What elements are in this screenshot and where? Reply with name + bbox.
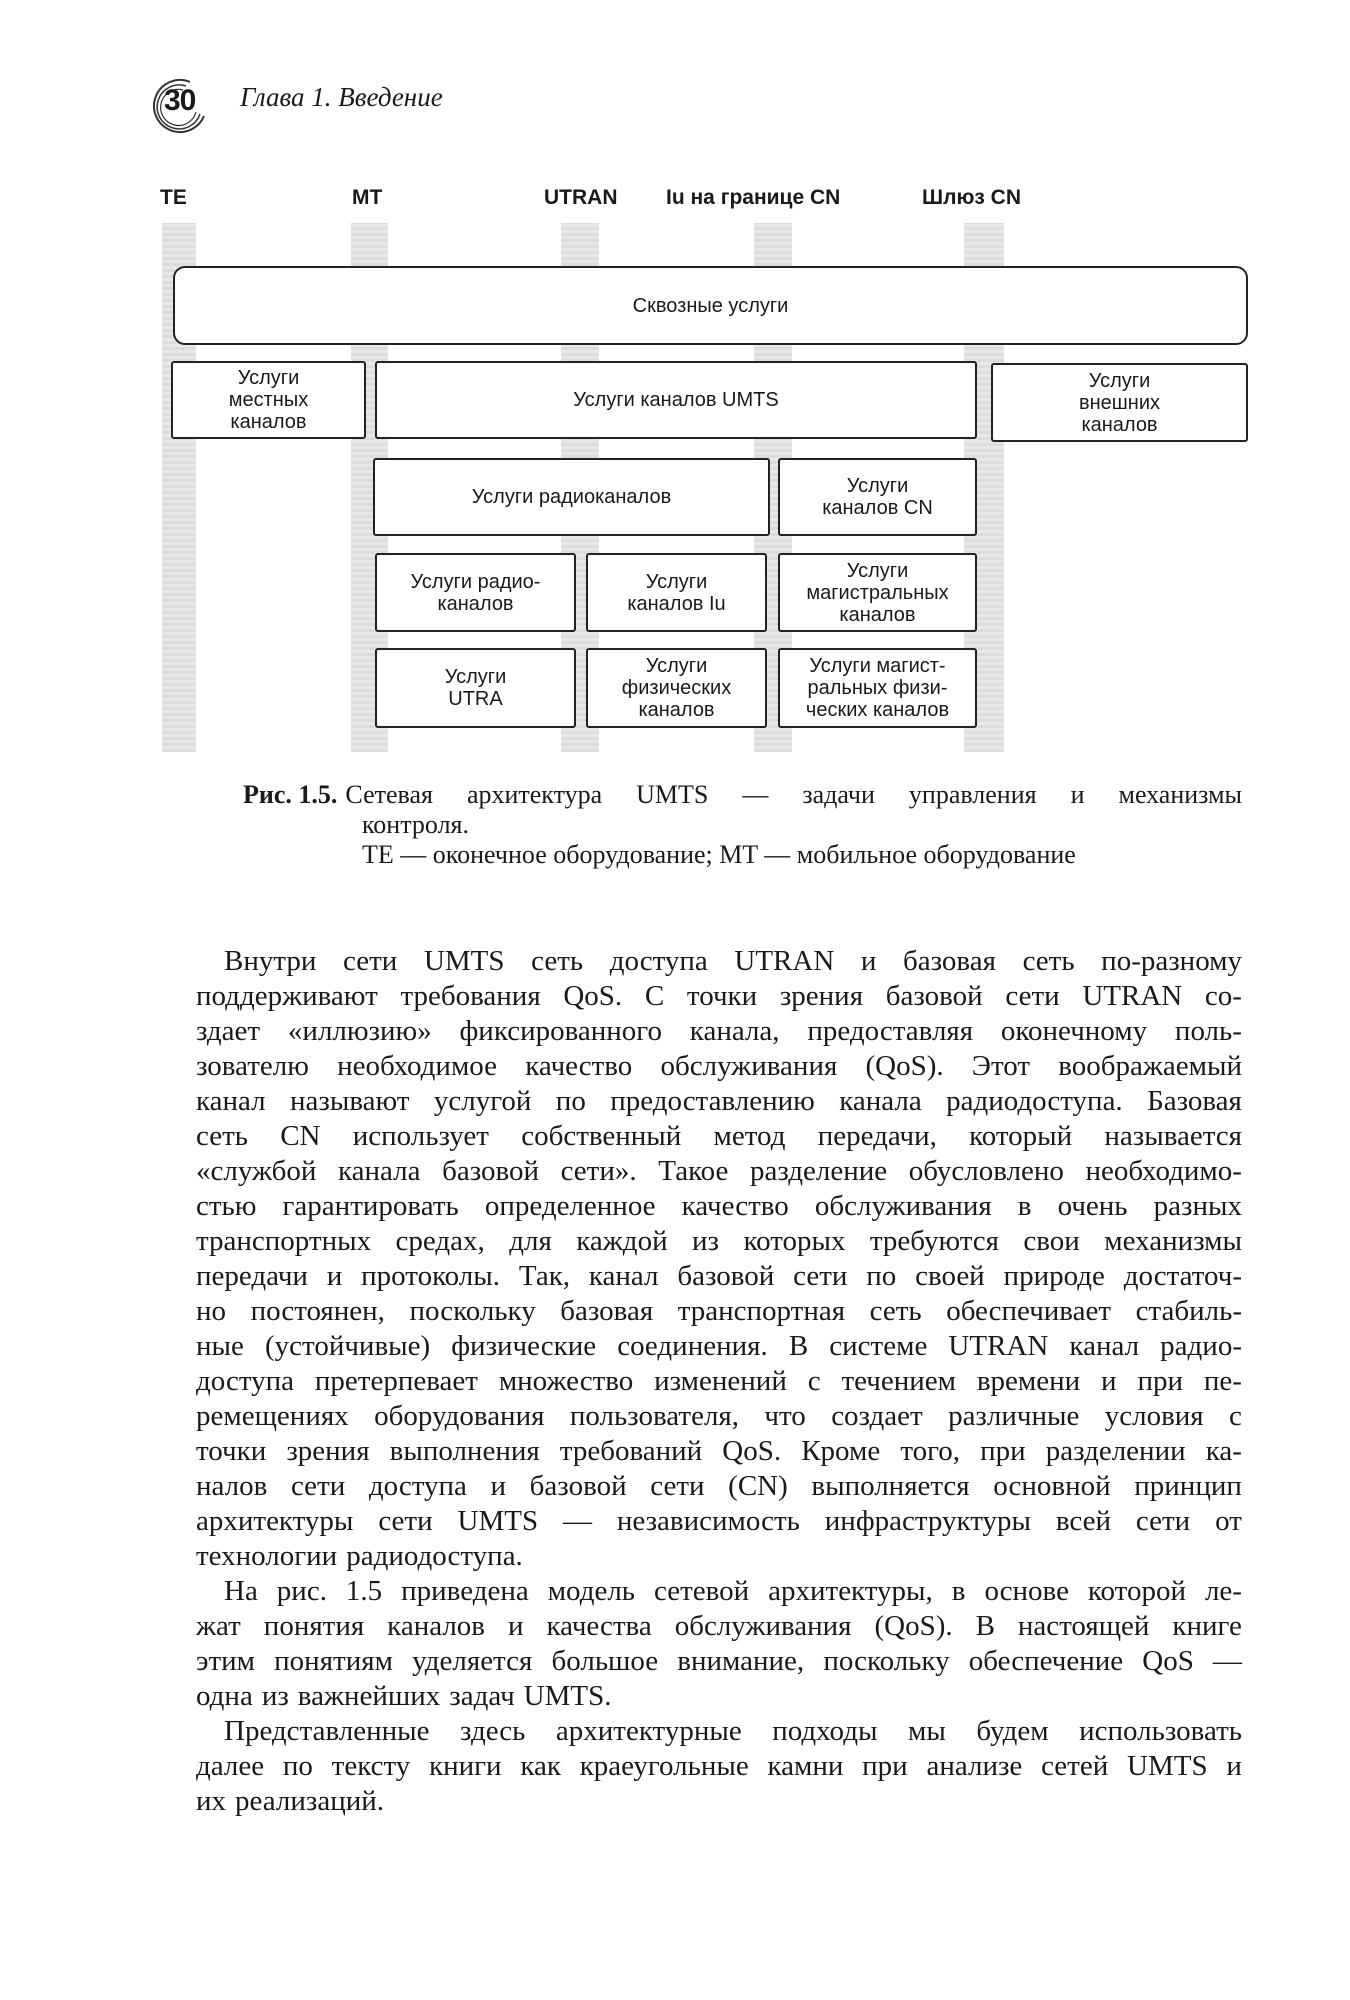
word: называется bbox=[1104, 1120, 1242, 1152]
word: фиксированного bbox=[459, 1015, 662, 1047]
word: радио- bbox=[1160, 1330, 1242, 1362]
word: базовой bbox=[885, 980, 983, 1012]
word: сети bbox=[793, 1260, 848, 1292]
word: ле- bbox=[1204, 1575, 1242, 1607]
word: независимость bbox=[616, 1505, 800, 1537]
word: реализаций. bbox=[235, 1785, 385, 1817]
box-physical-bearer: Услуги физических каналов bbox=[586, 648, 767, 728]
body-line bbox=[196, 1399, 1242, 1434]
box-cn-bearer: Услуги каналов CN bbox=[778, 458, 977, 536]
body-line bbox=[196, 1469, 1242, 1504]
word: оборудования bbox=[374, 1400, 545, 1432]
word: Представленные bbox=[224, 1715, 430, 1747]
word: (QoS). bbox=[865, 1050, 944, 1082]
word: как bbox=[520, 1750, 561, 1782]
word: налов bbox=[196, 1470, 268, 1502]
word: механизмы bbox=[1104, 1225, 1242, 1257]
word: соединения. bbox=[617, 1330, 768, 1362]
word: внимание, bbox=[677, 1645, 805, 1677]
box-umts-bearer: Услуги каналов UMTS bbox=[375, 361, 977, 439]
word: — bbox=[562, 1505, 592, 1537]
word: по-разному bbox=[1101, 945, 1242, 977]
word: книги bbox=[429, 1750, 502, 1782]
word: поскольку bbox=[823, 1645, 950, 1677]
word: достаточ- bbox=[1123, 1260, 1242, 1292]
word: приведена bbox=[401, 1575, 529, 1607]
word: предоставляя bbox=[807, 1015, 974, 1047]
word: свои bbox=[1023, 1225, 1080, 1257]
word: использовать bbox=[1079, 1715, 1242, 1747]
word: канал bbox=[1069, 1330, 1140, 1362]
box-radio-access-bearer: Услуги радиоканалов bbox=[373, 458, 770, 536]
word: зрения bbox=[286, 1435, 370, 1467]
word: ка- bbox=[1205, 1435, 1242, 1467]
column-label-gateway: Шлюз CN bbox=[922, 186, 1021, 209]
word: анализе bbox=[926, 1750, 1023, 1782]
word: настоящей bbox=[1017, 1610, 1150, 1642]
caption-line-1: Сетевая архитектура UMTS — задачи управления и механизмы bbox=[345, 780, 1242, 809]
word: ные bbox=[196, 1330, 244, 1362]
word: при bbox=[862, 1750, 908, 1782]
word: (CN) bbox=[728, 1470, 788, 1502]
word: природе bbox=[1003, 1260, 1105, 1292]
word: изменений bbox=[654, 1365, 787, 1397]
word: понятия bbox=[263, 1610, 365, 1642]
word: UMTS bbox=[1127, 1750, 1208, 1782]
word: 1.5 bbox=[345, 1575, 383, 1607]
word: тексту bbox=[331, 1750, 411, 1782]
word: Такое bbox=[658, 1155, 729, 1187]
word: и bbox=[507, 1610, 524, 1642]
word: (QoS). bbox=[874, 1610, 953, 1642]
word: обеспечивает bbox=[946, 1295, 1112, 1327]
word: протоколы. bbox=[361, 1260, 501, 1292]
word: одна bbox=[196, 1680, 253, 1712]
word: В bbox=[975, 1610, 995, 1642]
box-backbone-physical-bearer: Услуги магист- ральных физи- ческих каналов bbox=[778, 648, 977, 728]
word: при bbox=[1137, 1365, 1183, 1397]
word: канала, bbox=[689, 1015, 780, 1047]
word: Кроме bbox=[801, 1435, 881, 1467]
word: зователю bbox=[196, 1050, 309, 1082]
word: физические bbox=[451, 1330, 597, 1362]
word: инфраструктуры bbox=[824, 1505, 1031, 1537]
word: будем bbox=[976, 1715, 1049, 1747]
body-line bbox=[196, 944, 1242, 979]
word: сетевой bbox=[654, 1575, 750, 1607]
word: радиодоступа. bbox=[346, 1540, 523, 1572]
word: канал bbox=[196, 1085, 266, 1117]
word: множество bbox=[498, 1365, 634, 1397]
word: обслуживания bbox=[674, 1610, 852, 1642]
body-line bbox=[196, 1644, 1242, 1679]
word: С bbox=[644, 980, 665, 1012]
word: технологии bbox=[196, 1540, 338, 1572]
word: основной bbox=[993, 1470, 1111, 1502]
body-line bbox=[196, 1539, 1242, 1574]
word: течением bbox=[841, 1365, 956, 1397]
body-line bbox=[196, 1084, 1242, 1119]
box-radio-bearer: Услуги радио- каналов bbox=[375, 553, 576, 632]
word: требования bbox=[400, 980, 541, 1012]
word: пе- bbox=[1203, 1365, 1242, 1397]
word: рис. bbox=[276, 1575, 327, 1607]
word: которых bbox=[743, 1225, 846, 1257]
word: с bbox=[807, 1365, 821, 1397]
word: качество bbox=[525, 1050, 633, 1082]
caption-line-2: контроля. bbox=[362, 810, 469, 839]
word: UMTS bbox=[457, 1505, 539, 1537]
word: поскольку bbox=[409, 1295, 536, 1327]
word: UTRAN bbox=[948, 1330, 1049, 1362]
word: из bbox=[692, 1225, 720, 1257]
word: QoS. bbox=[722, 1435, 782, 1467]
word: постоянен, bbox=[250, 1295, 385, 1327]
word: уделяется bbox=[412, 1645, 533, 1677]
word: камни bbox=[767, 1750, 844, 1782]
word: основе bbox=[984, 1575, 1069, 1607]
word: Этот bbox=[971, 1050, 1031, 1082]
word: того, bbox=[900, 1435, 961, 1467]
word: (устойчивые) bbox=[265, 1330, 431, 1362]
word: из bbox=[261, 1680, 289, 1712]
word: сети bbox=[1005, 980, 1060, 1012]
word: их bbox=[196, 1785, 227, 1817]
word: который bbox=[969, 1120, 1073, 1152]
word: базовая bbox=[903, 945, 996, 977]
word: предоставлению bbox=[610, 1085, 815, 1117]
word: доступа bbox=[196, 1365, 295, 1397]
body-line bbox=[196, 1189, 1242, 1224]
box-local-bearer: Услуги местных каналов bbox=[171, 361, 366, 439]
word: называют bbox=[290, 1085, 410, 1117]
figure-caption bbox=[243, 780, 1242, 870]
word: оконечному bbox=[1000, 1015, 1148, 1047]
word: сети bbox=[290, 1470, 346, 1502]
body-line bbox=[196, 1714, 1242, 1749]
word: — bbox=[1213, 1645, 1242, 1677]
box-iu-bearer: Услуги каналов Iu bbox=[586, 553, 767, 632]
word: сетей bbox=[1041, 1750, 1109, 1782]
page-number: 30 bbox=[164, 84, 196, 117]
word: использует bbox=[352, 1120, 489, 1152]
column-label-te: TE bbox=[160, 186, 187, 209]
word: транспортная bbox=[677, 1295, 846, 1327]
column-label-mt: MT bbox=[352, 186, 383, 209]
word: UMTS. bbox=[523, 1680, 612, 1712]
body-line bbox=[196, 1224, 1242, 1259]
body-line bbox=[196, 1049, 1242, 1084]
word: требований bbox=[559, 1435, 703, 1467]
caption-label: Рис. 1.5. bbox=[243, 780, 338, 809]
word: архитектуры, bbox=[768, 1575, 933, 1607]
word: сеть bbox=[531, 945, 584, 977]
word: UTRAN bbox=[734, 945, 835, 977]
box-external-bearer: Услуги внешних каналов bbox=[991, 363, 1248, 442]
word: требуются bbox=[869, 1225, 999, 1257]
word: подходы bbox=[772, 1715, 878, 1747]
word: пользователя, bbox=[569, 1400, 740, 1432]
body-text bbox=[196, 944, 1242, 1819]
word: своей bbox=[915, 1260, 985, 1292]
caption-line-3: TE — оконечное оборудование; MT — мобильное оборудование bbox=[362, 840, 1076, 869]
word: что bbox=[764, 1400, 806, 1432]
word: и bbox=[326, 1260, 343, 1292]
word: разделении bbox=[1045, 1435, 1186, 1467]
word: здесь bbox=[460, 1715, 526, 1747]
word: выполнения bbox=[389, 1435, 540, 1467]
word: претерпевает bbox=[314, 1365, 478, 1397]
word: базовой bbox=[529, 1470, 627, 1502]
body-line bbox=[196, 979, 1242, 1014]
word: книге bbox=[1172, 1610, 1242, 1642]
word: канала bbox=[337, 1155, 421, 1187]
box-utra-service: Услуги UTRA bbox=[375, 648, 576, 728]
word: и bbox=[860, 945, 877, 977]
word: канала bbox=[839, 1085, 922, 1117]
body-line bbox=[196, 1294, 1242, 1329]
word: мы bbox=[907, 1715, 946, 1747]
word: метод bbox=[713, 1120, 786, 1152]
word: стью bbox=[196, 1190, 257, 1222]
word: по bbox=[866, 1260, 897, 1292]
word: и bbox=[1226, 1750, 1242, 1782]
word: QoS bbox=[1142, 1645, 1194, 1677]
word: доступа bbox=[368, 1470, 467, 1502]
box-backbone-bearer: Услуги магистральных каналов bbox=[778, 553, 977, 632]
word: в bbox=[1017, 1190, 1032, 1222]
word: и bbox=[490, 1470, 507, 1502]
word: передачи, bbox=[817, 1120, 937, 1152]
word: всей bbox=[1055, 1505, 1112, 1537]
word: по bbox=[555, 1085, 586, 1117]
word: выполняется bbox=[811, 1470, 970, 1502]
word: разделение bbox=[750, 1155, 888, 1187]
body-line bbox=[196, 1574, 1242, 1609]
chapter-title: Глава 1. Введение bbox=[240, 82, 443, 112]
word: различные bbox=[948, 1400, 1080, 1432]
word: качество bbox=[681, 1190, 789, 1222]
word: сеть bbox=[1022, 945, 1075, 977]
word: базовая bbox=[560, 1295, 654, 1327]
word: разных bbox=[1153, 1190, 1242, 1222]
word: собственный bbox=[521, 1120, 682, 1152]
word: базовой bbox=[677, 1260, 775, 1292]
word: радиодоступа. bbox=[946, 1085, 1123, 1117]
box-end-to-end: Сквозные услуги bbox=[173, 266, 1248, 345]
word: передачи bbox=[196, 1260, 308, 1292]
word: в bbox=[951, 1575, 966, 1607]
word: поль- bbox=[1174, 1015, 1242, 1047]
word: сети». bbox=[560, 1155, 637, 1187]
word: необходимое bbox=[337, 1050, 498, 1082]
word: «службой bbox=[196, 1155, 317, 1187]
word: обеспечение bbox=[968, 1645, 1124, 1677]
word: со- bbox=[1204, 980, 1242, 1012]
word: средах, bbox=[395, 1225, 485, 1257]
word: В bbox=[788, 1330, 809, 1362]
word: далее bbox=[196, 1750, 265, 1782]
word: сети bbox=[378, 1505, 433, 1537]
word: которой bbox=[1087, 1575, 1186, 1607]
word: необходимо- bbox=[1085, 1155, 1242, 1187]
word: очень bbox=[1057, 1190, 1128, 1222]
word: обусловлено bbox=[908, 1155, 1064, 1187]
word: каждой bbox=[576, 1225, 668, 1257]
word: CN bbox=[280, 1120, 321, 1152]
word: доступа bbox=[609, 945, 708, 977]
word: QoS. bbox=[563, 980, 623, 1012]
word: гарантировать bbox=[282, 1190, 459, 1222]
word: сети bbox=[1135, 1505, 1191, 1537]
word: этим bbox=[196, 1645, 255, 1677]
word: услугой bbox=[433, 1085, 532, 1117]
word: транспортных bbox=[196, 1225, 372, 1257]
word: канал bbox=[588, 1260, 659, 1292]
word: Базовая bbox=[1147, 1085, 1242, 1117]
word: точки bbox=[196, 1435, 267, 1467]
word: базовой bbox=[442, 1155, 539, 1187]
word: «иллюзию» bbox=[287, 1015, 432, 1047]
word: Так, bbox=[518, 1260, 571, 1292]
word: модель bbox=[547, 1575, 636, 1607]
word: точки bbox=[686, 980, 758, 1012]
word: UMTS bbox=[423, 945, 505, 977]
word: каналов bbox=[387, 1610, 486, 1642]
word: стабиль- bbox=[1135, 1295, 1242, 1327]
word: здает bbox=[196, 1015, 261, 1047]
body-line bbox=[196, 1504, 1242, 1539]
word: поддерживают bbox=[196, 980, 378, 1012]
word: большое bbox=[551, 1645, 659, 1677]
word: краеугольные bbox=[579, 1750, 749, 1782]
word: при bbox=[980, 1435, 1026, 1467]
word: и bbox=[1101, 1365, 1117, 1397]
word: с bbox=[1229, 1400, 1242, 1432]
word: сети bbox=[650, 1470, 705, 1502]
body-line bbox=[196, 1329, 1242, 1364]
word: зрения bbox=[779, 980, 864, 1012]
word: ремещениях bbox=[196, 1400, 349, 1432]
word: задач bbox=[449, 1680, 515, 1712]
word: по bbox=[282, 1750, 313, 1782]
word: условия bbox=[1104, 1400, 1204, 1432]
column-label-iu: Iu на границе CN bbox=[666, 186, 841, 209]
word: понятиям bbox=[274, 1645, 393, 1677]
body-line bbox=[196, 1259, 1242, 1294]
body-line bbox=[196, 1364, 1242, 1399]
body-line bbox=[196, 1679, 1242, 1714]
word: создает bbox=[831, 1400, 923, 1432]
word: Внутри bbox=[224, 945, 317, 977]
word: архитектуры bbox=[196, 1505, 354, 1537]
word: но bbox=[196, 1295, 227, 1327]
word: архитектурные bbox=[555, 1715, 742, 1747]
word: принцип bbox=[1134, 1470, 1242, 1502]
word: качества bbox=[546, 1610, 652, 1642]
body-line bbox=[196, 1784, 1242, 1819]
word: от bbox=[1215, 1505, 1242, 1537]
body-line bbox=[196, 1434, 1242, 1469]
word: жат bbox=[196, 1610, 241, 1642]
word: времени bbox=[976, 1365, 1081, 1397]
word: обслуживания bbox=[814, 1190, 992, 1222]
word: UTRAN bbox=[1082, 980, 1183, 1012]
body-line bbox=[196, 1749, 1242, 1784]
word: сеть bbox=[869, 1295, 922, 1327]
word: определенное bbox=[484, 1190, 656, 1222]
body-line bbox=[196, 1609, 1242, 1644]
word: обслуживания bbox=[660, 1050, 838, 1082]
page-number-badge bbox=[150, 76, 206, 132]
word: На bbox=[224, 1575, 258, 1607]
body-line bbox=[196, 1154, 1242, 1189]
word: сеть bbox=[196, 1120, 248, 1152]
word: системе bbox=[829, 1330, 928, 1362]
body-line bbox=[196, 1119, 1242, 1154]
word: важнейших bbox=[297, 1680, 441, 1712]
word: для bbox=[509, 1225, 552, 1257]
word: сети bbox=[343, 945, 398, 977]
body-line bbox=[196, 1014, 1242, 1049]
word: воображаемый bbox=[1058, 1050, 1242, 1082]
column-label-utran: UTRAN bbox=[544, 186, 618, 209]
